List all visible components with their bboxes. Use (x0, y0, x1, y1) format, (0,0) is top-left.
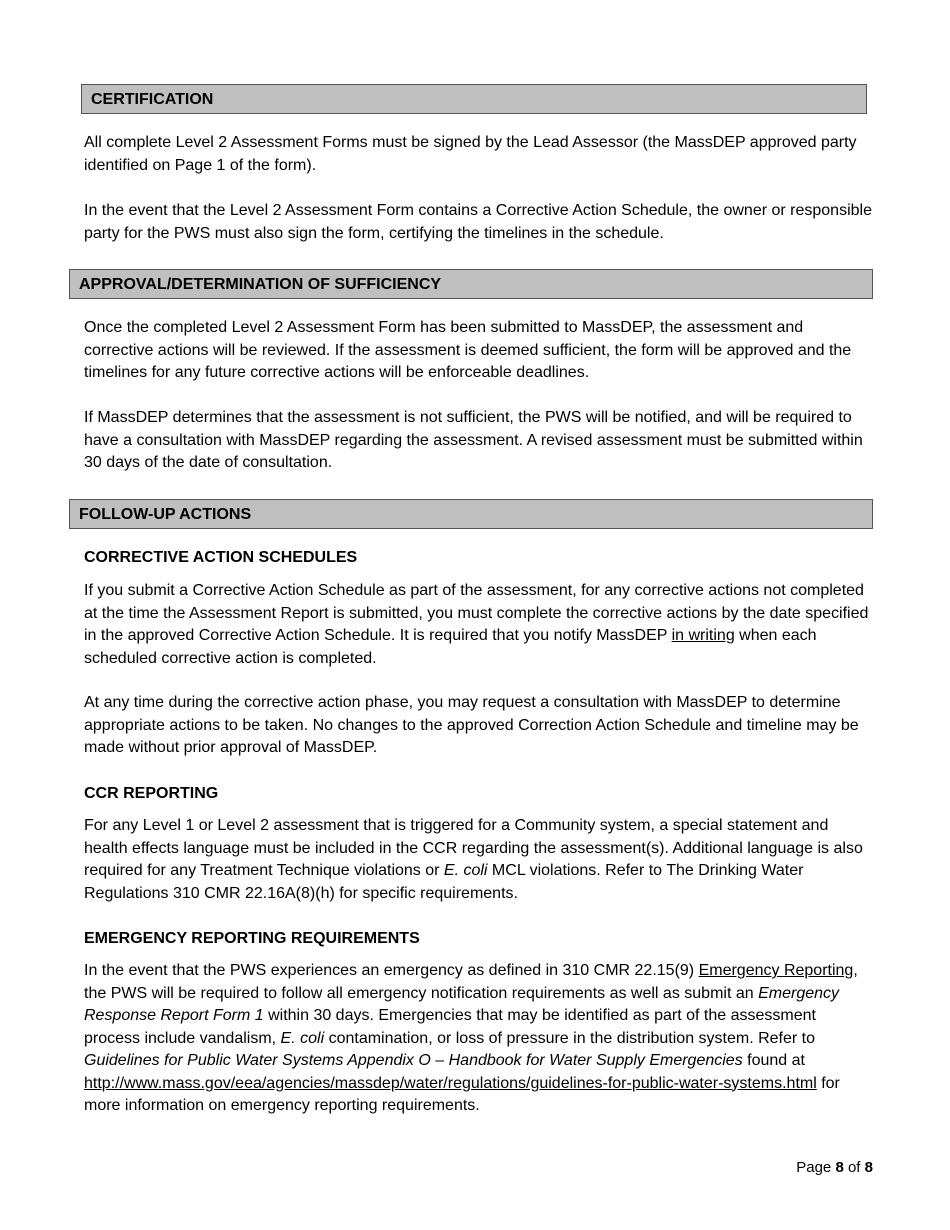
page-label: Page (796, 1159, 832, 1176)
em-text-3: within 30 days. Emergencies that may be identified as part of the assessment process include vandalism, (84, 1007, 816, 1047)
guidelines-url-link[interactable]: http://www.mass.gov/eea/agencies/massdep/water/regulations/guidelines-for-public-water-systems.html (84, 1074, 817, 1092)
em-text-5: found at (742, 1052, 805, 1069)
em-form-italic: Emergency Response Report Form 1 (84, 984, 840, 1024)
cas-text-b: when each scheduled corrective action is completed. (84, 627, 817, 667)
approval-paragraph-2: If MassDEP determines that the assessment is not sufficient, the PWS will be notified, and will be required to have a consultation with MassDEP regarding the assessment. A revised assessment must be submitted within 30 days of the date of consultation. (84, 409, 863, 471)
page-number-footer (796, 1159, 873, 1176)
em-guidelines-italic: Guidelines for Public Water Systems Appendix O – Handbook for Water Supply Emergencies (84, 1052, 743, 1069)
page-total: 8 (864, 1159, 873, 1176)
cas-text-a: If you submit a Corrective Action Schedule as part of the assessment, for any corrective actions not completed at the time the Assessment Report is submitted, you must complete the corrective actions by the date specified in the approved Corrective Action Schedule. It is required that you notify MassDEP (84, 582, 869, 644)
ccr-text-b: MCL violations. Refer to The Drinking Water Regulations 310 CMR 22.16A(8)(h) for specific requirements. (84, 862, 804, 902)
em-text-4: contamination, or loss of pressure in the distribution system. Refer to (324, 1029, 816, 1047)
em-text-6: for more information on emergency reporting requirements. (84, 1074, 840, 1114)
em-text-1: In the event that the PWS experiences an emergency as defined in 310 CMR 22.15(9) (84, 962, 699, 979)
ccr-reporting-title: CCR REPORTING (84, 785, 219, 802)
ccr-reporting-paragraph (84, 815, 874, 905)
emergency-reporting-link[interactable]: Emergency Reporting (698, 962, 854, 979)
emergency-reporting-paragraph (84, 960, 874, 1118)
approval-paragraph-1: Once the completed Level 2 Assessment Form has been submitted to MassDEP, the assessment and corrective actions will be reviewed. If the assessment is deemed sufficient, the form will be approved and the timelines for any future corrective actions will be enforceable deadlines. (84, 319, 852, 381)
page-current: 8 (835, 1159, 844, 1176)
of-label: of (847, 1159, 861, 1176)
approval-header: APPROVAL/DETERMINATION OF SUFFICIENCY (69, 269, 873, 299)
followup-header: FOLLOW-UP ACTIONS (69, 499, 873, 529)
corrective-action-schedules-title: CORRECTIVE ACTION SCHEDULES (84, 549, 358, 566)
ccr-text-a: For any Level 1 or Level 2 assessment that is triggered for a Community system, a special statement and health effects language must be included in the CCR regarding the assessment(s). Additional language is also required for any Treatment Technique violations or (84, 817, 863, 879)
em-ecoli-italic: E. coli (280, 1029, 325, 1047)
corrective-action-paragraph-2: At any time during the corrective action phase, you may request a consultation with MassDEP to determine appropriate actions to be taken. No changes to the approved Correction Action Schedule and timeline may be made without prior approval of MassDEP. (84, 694, 859, 756)
em-text-2: , the PWS will be required to follow all emergency notification requirements as well as submit an (84, 962, 858, 1002)
certification-header: CERTIFICATION (81, 84, 867, 114)
in-writing-emphasis: in writing (671, 627, 735, 644)
emergency-reporting-title: EMERGENCY REPORTING REQUIREMENTS (84, 930, 420, 947)
ccr-ecoli-italic: E. coli (443, 862, 488, 879)
certification-paragraph-2: In the event that the Level 2 Assessment Form contains a Corrective Action Schedule, the owner or responsible party for the PWS must also sign the form, certifying the timelines in the schedule. (84, 202, 872, 242)
corrective-action-paragraph-1 (84, 580, 874, 670)
certification-paragraph-1: All complete Level 2 Assessment Forms must be signed by the Lead Assessor (the MassDEP approved party identified on Page 1 of the form). (84, 134, 857, 174)
